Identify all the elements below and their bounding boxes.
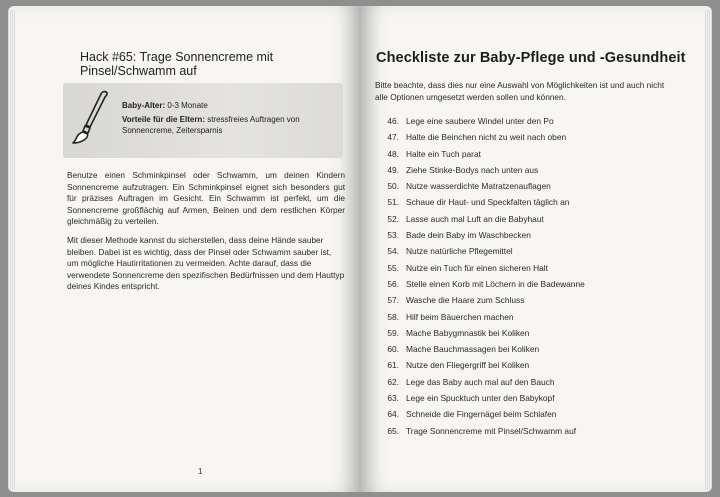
list-item: [375, 260, 695, 276]
checklist-intro: Bitte beachte, dass dies nur eine Auswahl von Möglichkeiten ist und auch nicht alle Optionen umgesetzt werden sollen und können.: [375, 80, 665, 102]
list-item: [375, 325, 695, 341]
list-item-number: 52.: [387, 213, 399, 224]
list-item-text: Nutze natürliche Pflegemittel: [406, 246, 513, 257]
hack-title: Hack #65: Trage Sonnencreme mit Pinsel/Schwamm auf: [80, 50, 274, 78]
list-item-number: 57.: [387, 295, 399, 306]
list-item: [375, 357, 695, 373]
list-item: [375, 113, 695, 129]
list-item-text: Schneide die Fingernägel beim Schlafen: [406, 409, 557, 420]
list-item-number: 63.: [387, 393, 399, 404]
page-number: 1: [198, 467, 203, 476]
list-item: [375, 243, 695, 259]
list-item-text: Halte ein Tuch parat: [406, 148, 481, 159]
list-item-number: 50.: [387, 181, 399, 192]
paragraph-1: Benutze einen Schminkpinsel oder Schwamm, um deinen Kindern Sonnencreme aufzutragen. Ein Schminkpinsel eignet sich besonders gut für präzises Auftragen im Gesicht. Ein Schwamm ist perfekt, um die Sonnencreme großflächig auf Armen, Beinen und dem restlichen Körper gleichmäßig zu verteilen.: [67, 170, 345, 227]
info-text: [122, 100, 337, 136]
list-item: [375, 423, 695, 439]
list-item: [375, 211, 695, 227]
list-item-number: 58.: [387, 311, 399, 322]
list-item-text: Lege eine saubere Windel unter den Po: [406, 116, 554, 126]
list-item: [375, 162, 695, 178]
list-item-number: 62.: [387, 376, 399, 387]
list-item: [375, 406, 695, 422]
list-item: [375, 178, 695, 194]
list-item-text: Nutze den Fliegergriff bei Koliken: [406, 360, 530, 371]
book-spread: [8, 6, 712, 492]
paintbrush-icon: [71, 89, 111, 145]
list-item-number: 65.: [387, 425, 399, 436]
list-item-number: 53.: [387, 230, 399, 241]
left-page: [8, 6, 360, 492]
baby-age-value: 0-3 Monate: [165, 101, 208, 110]
list-item-text: Wasche die Haare zum Schluss: [406, 295, 525, 306]
list-item-number: 59.: [387, 327, 399, 338]
list-item-text: Lasse auch mal Luft an die Babyhaut: [406, 213, 544, 224]
list-item: [375, 194, 695, 210]
list-item-text: Nutze wasserdichte Matratzenauflagen: [406, 181, 551, 192]
list-item-number: 49.: [387, 164, 399, 175]
list-item-number: 47.: [387, 132, 399, 143]
baby-age-label: Baby-Alter:: [122, 101, 166, 110]
benefits-label: Vorteile für die Eltern:: [122, 115, 205, 124]
list-item-text: Schaue dir Haut- und Speckfalten täglich an: [406, 197, 570, 208]
list-item-text: Hilf beim Bäuerchen machen: [406, 311, 514, 322]
list-item-text: Bade dein Baby im Waschbecken: [406, 230, 531, 241]
list-item-text: Trage Sonnencreme mit Pinsel/Schwamm auf: [406, 425, 577, 436]
list-item: [375, 374, 695, 390]
list-item: [375, 341, 695, 357]
list-item-number: 46.: [387, 116, 399, 126]
list-item-number: 61.: [387, 360, 399, 371]
checklist: [375, 113, 695, 439]
list-item-number: 56.: [387, 278, 399, 289]
list-item: [375, 227, 695, 243]
list-item-text: Mache Bauchmassagen bei Koliken: [406, 344, 540, 355]
page-edges-right: [704, 10, 712, 490]
list-item: [375, 309, 695, 325]
list-item: [375, 390, 695, 406]
list-item-text: Lege ein Spucktuch unter den Babykopf: [406, 393, 555, 404]
parent-benefits: [122, 114, 337, 136]
list-item-text: Mache Babygmnastik bei Koliken: [406, 327, 530, 338]
right-page: [360, 6, 712, 492]
baby-age: [122, 100, 337, 111]
list-item-text: Lege das Baby auch mal auf den Bauch: [406, 376, 555, 387]
list-item-number: 54.: [387, 246, 399, 257]
list-item: [375, 146, 695, 162]
page-edges-left: [8, 10, 16, 490]
list-item-number: 55.: [387, 262, 399, 273]
list-item-text: Nutze ein Tuch für einen sicheren Halt: [406, 262, 548, 273]
paragraph-2: Mit dieser Methode kannst du sicherstellen, dass deine Hände sauber bleiben. Dabei ist es wichtig, dass der Pinsel oder Schwamm sauber ist, um mögliche Hautirritationen zu vermeiden. Achte darauf, dass die verwendete Sonnencreme den spezifischen Bedürfnissen und dem Hauttyp deines Kindes entspricht.: [67, 235, 345, 292]
checklist-title: Checkliste zur Baby-Pflege und -Gesundheit: [376, 50, 686, 66]
list-item-text: Ziehe Stinke-Bodys nach unten aus: [406, 164, 539, 175]
list-item: [375, 129, 695, 145]
list-item-number: 51.: [387, 197, 399, 208]
list-item-text: Stelle einen Korb mit Löchern in die Badewanne: [406, 278, 585, 289]
list-item-number: 64.: [387, 409, 399, 420]
list-item: [375, 276, 695, 292]
list-item: [375, 292, 695, 308]
list-item-number: 48.: [387, 148, 399, 159]
list-item-text: Halte die Beinchen nicht zu weit nach oben: [406, 132, 567, 143]
list-item-number: 60.: [387, 344, 399, 355]
info-box: [63, 83, 343, 158]
benefits-value: stressfreies Auftragen von Sonnencreme, Zeitersparnis: [122, 115, 300, 135]
